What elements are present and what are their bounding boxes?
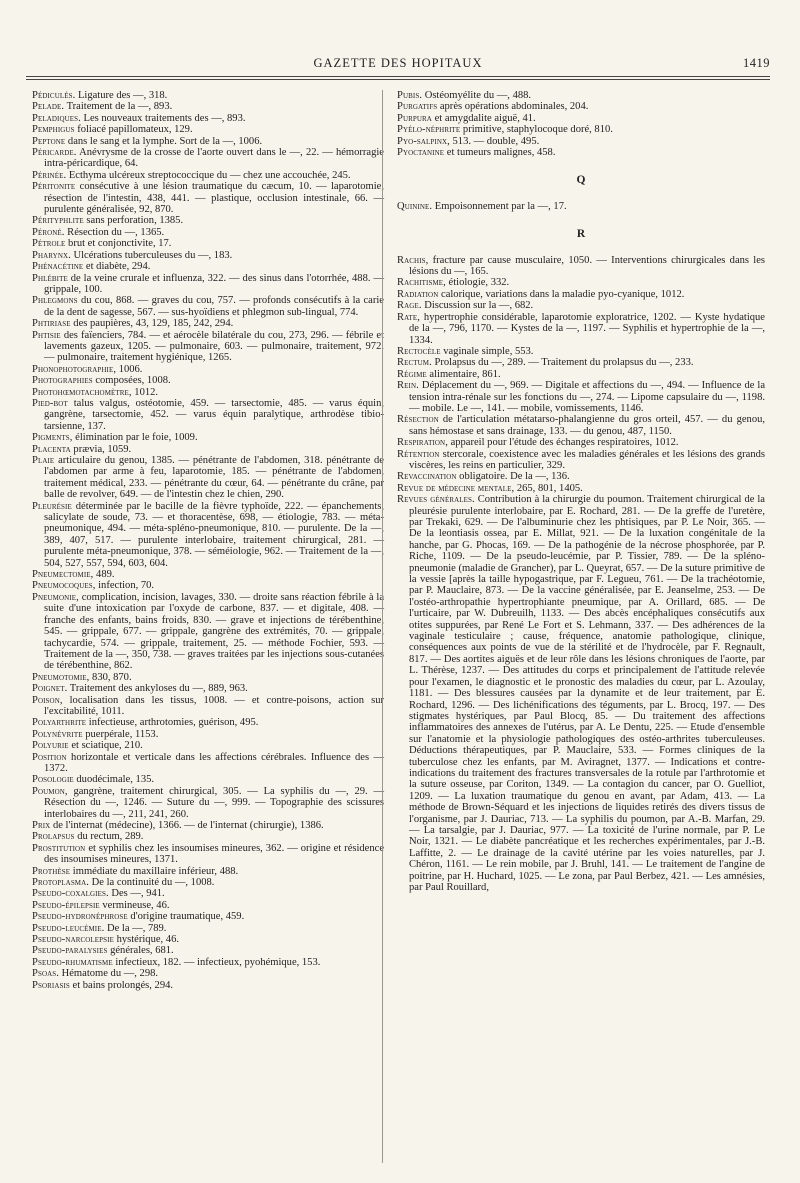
entry-heading: Pleurésie <box>32 500 72 512</box>
entry-heading: Pyoctanine <box>397 147 445 159</box>
entry-heading: Psoriasis <box>32 979 70 991</box>
index-entry <box>32 387 384 398</box>
entry-heading: Pseudo-épilepsie <box>32 899 100 911</box>
index-entry <box>32 877 384 888</box>
entry-heading: Position <box>32 751 67 763</box>
index-entry <box>397 449 765 472</box>
entry-text: complication, incision, lavages, 330. — droite sans réaction fébrile à la suite d'une intoxication par l'oxyde de carbone, 837. — et digitale, 408. — franche des enfants, bains froids, 830. — grave et injections de térébenthine, 545. — grippale, 677. — grippale, gangrène des extrémités, 70. — grippale, tachycardie, 574. — grippale, traitement, 25. — méthode Fochier, 593. — Traitement de la —, 350, 738. — graves traitées par les injections sous-cutanées de térébenthine, 862. <box>44 591 384 672</box>
entry-heading: Polyurie <box>32 740 69 752</box>
entry-heading: Péroné. <box>32 226 65 238</box>
entry-heading: Polynévrite <box>32 728 83 740</box>
index-entry <box>32 843 384 866</box>
entry-text: obligatoire. De la —, 136. <box>456 471 570 483</box>
entry-text: puerpérale, 1153. <box>82 728 159 740</box>
entry-heading: Phlébite <box>32 272 68 284</box>
entry-heading: Prolapsus <box>32 831 75 843</box>
entry-heading: Polyarthrite <box>32 717 87 729</box>
entry-text: du cou, 868. — graves du cou, 757. — profonds consécutifs à la carie de la dent de sagesse, 567. — sus-hyoïdiens et phlegmon sub-lingual, 774. <box>44 295 384 318</box>
entry-heading: Pseudo-paralysies <box>32 945 108 957</box>
entry-heading: Protoplasma. <box>32 877 90 889</box>
index-entry <box>32 238 384 249</box>
index-entry <box>397 357 765 368</box>
entry-text: Les nouveaux traitements des —, 893. <box>80 112 246 124</box>
entry-text: 513. — double, 495. <box>449 135 540 147</box>
entry-heading: Rétention <box>397 448 440 460</box>
index-entry <box>397 289 765 300</box>
index-entry <box>32 774 384 785</box>
entry-heading: Revue de médecine mentale, <box>397 482 515 494</box>
entry-text: vermineuse, 46. <box>99 899 170 911</box>
entry-text: Traitement des ankyloses du —, 889, 963. <box>67 683 248 695</box>
entry-text: Prolapsus du —, 289. — Traitement du prolapsus du —, 233. <box>431 357 694 369</box>
index-entry <box>32 831 384 842</box>
entry-heading: Plaie <box>32 455 55 466</box>
entry-text: d'origine traumatique, 459. <box>127 911 245 923</box>
index-entry <box>397 136 765 147</box>
entry-heading: Placenta <box>32 443 71 455</box>
index-entry <box>32 934 384 945</box>
entry-heading: Respiration, <box>397 437 448 449</box>
entry-text: de la veine crurale et influenza, 322. — des sinus dans l'otorrhée, 488. — grippale, 100. <box>44 272 384 295</box>
entry-text: 1012. <box>131 386 159 398</box>
index-entry <box>32 273 384 296</box>
index-entry <box>397 414 765 437</box>
entry-text: Traitement de la —, 893. <box>64 101 173 113</box>
index-entry <box>397 437 765 448</box>
entry-text: sans perforation, 1385. <box>83 215 184 227</box>
index-entry <box>32 295 384 318</box>
entry-heading: Pubis. <box>397 90 423 101</box>
entry-text: alimentaire, 861. <box>426 368 501 380</box>
entry-heading: Rachis, <box>397 254 429 266</box>
entry-heading: Phtiriase <box>32 318 71 330</box>
entry-heading: Régime <box>397 368 427 380</box>
entry-text: Empoisonnement par la —, 17. <box>432 200 567 212</box>
entry-heading: Poison, <box>32 694 63 706</box>
entry-text: et sciatique, 210. <box>68 740 143 752</box>
entry-heading: Prothèse <box>32 865 71 877</box>
index-entry <box>397 277 765 288</box>
entry-heading: Pseudo-rhumatisme <box>32 956 113 968</box>
entry-text: des paupières, 43, 129, 185, 242, 294. <box>70 318 234 330</box>
entry-heading: Pied-bot <box>32 397 68 409</box>
right-column <box>397 90 765 893</box>
index-entry <box>397 494 765 893</box>
entry-heading: Pemphigus <box>32 124 75 136</box>
index-entry <box>32 752 384 775</box>
entry-text: localisation dans les tissus, 1008. — et contre-poisons, action sur l'excitabilité, 1011. <box>44 694 384 717</box>
index-entry <box>32 866 384 877</box>
entry-heading: Pharynx. <box>32 249 71 261</box>
section-p-entries <box>397 90 765 158</box>
entry-text: immédiate du maxillaire inférieur, 488. <box>70 865 239 877</box>
entry-text: 265, 801, 1405. <box>514 482 583 494</box>
index-entry <box>32 364 384 375</box>
index-entry <box>397 346 765 357</box>
index-entry <box>32 683 384 694</box>
index-entry <box>32 569 384 580</box>
header-rule-double <box>26 79 770 80</box>
section-r-entries <box>397 255 765 894</box>
entry-heading: Pseudo-hydronéphrose <box>32 911 128 923</box>
entry-text: 489. <box>93 569 115 581</box>
entry-heading: Prostitution <box>32 842 86 854</box>
index-entry <box>32 444 384 455</box>
entry-text: et tumeurs malignes, 458. <box>444 147 556 159</box>
entry-heading: Pétrole <box>32 238 66 250</box>
index-entry <box>397 147 765 158</box>
entry-heading: Revues générales. <box>397 494 475 506</box>
entry-heading: Posologie <box>32 774 74 786</box>
index-entry <box>32 980 384 991</box>
index-entry <box>397 201 765 212</box>
index-entry <box>32 227 384 238</box>
entry-text: et diabète, 294. <box>83 261 151 273</box>
entry-text: de l'articulation métatarso-phalangienne du gros orteil, 457. — du genou, sans hémostase et sans drainage, 133. — du genou, 487, 1150. <box>409 414 765 437</box>
entry-heading: Prix <box>32 820 51 831</box>
entry-text: infection, 70. <box>95 580 155 592</box>
entry-heading: Revaccination <box>397 471 457 483</box>
index-entry <box>32 911 384 922</box>
section-letter-q: Q <box>576 174 586 187</box>
index-entry <box>32 717 384 728</box>
entry-text: horizontale et verticale dans les affections cérébrales. Influence des — 1372. <box>44 751 384 774</box>
entry-heading: Purgatifs <box>397 101 438 113</box>
entry-heading: Pneumocoques, <box>32 580 96 592</box>
index-entry <box>397 483 765 494</box>
entry-heading: Rectocèle <box>397 345 441 357</box>
entry-text: consécutive à une lésion traumatique du cæcum, 10. — laparotomie, résection de l'intestin, 438, 441. — plastique, occlusion intestinale, 66. — purulente généralisée, 92, 870. <box>44 181 384 216</box>
entry-heading: Pneumectomie, <box>32 569 94 581</box>
entry-text: stercorale, coexistence avec les maladies générales et les lésions des grands viscères, les reins en particulier, 329. <box>409 448 765 471</box>
entry-heading: Phlegmons <box>32 295 78 307</box>
entry-heading: Photographies <box>32 375 93 387</box>
entry-heading: Purpura <box>397 112 432 124</box>
entry-heading: Pédiculés. <box>32 90 76 101</box>
index-entry <box>397 300 765 311</box>
entry-heading: Péricarde. <box>32 147 77 159</box>
entry-heading: Pelade. <box>32 101 65 113</box>
entry-text: De la —, 789. <box>104 922 167 934</box>
index-entry <box>32 592 384 672</box>
index-entry <box>32 90 384 101</box>
index-entry <box>32 695 384 718</box>
entry-heading: Pyo-salpinx, <box>397 135 450 147</box>
entry-heading: Phonophotographie, <box>32 363 117 375</box>
index-entry <box>32 375 384 386</box>
entry-heading: Pneumonie, <box>32 591 79 603</box>
index-entry <box>32 729 384 740</box>
page-number: 1419 <box>743 56 770 70</box>
entry-text: Anévrysme de la crosse de l'aorte ouvert dans le —, 22. — hémorragie intra-péricardique, 64. <box>44 147 384 170</box>
index-entry <box>397 90 765 101</box>
entry-text: calorique, variations dans la maladie pyo-cyanique, 1012. <box>438 288 685 300</box>
index-entry <box>32 398 384 432</box>
index-entry <box>32 113 384 124</box>
entry-text: Résection du —, 1365. <box>64 226 165 238</box>
entry-heading: Pseudo-coxalgies. <box>32 888 109 900</box>
index-entry <box>32 250 384 261</box>
index-entry <box>32 888 384 899</box>
entry-text: composées, 1008. <box>92 375 171 387</box>
index-entry <box>32 957 384 968</box>
entry-text: Ecthyma ulcéreux streptococcique du — chez une accouchée, 245. <box>66 169 351 181</box>
index-entry <box>32 580 384 591</box>
index-entry <box>32 740 384 751</box>
index-entry <box>397 471 765 482</box>
index-entry <box>32 215 384 226</box>
entry-heading: Résection <box>397 414 439 426</box>
index-entry <box>397 255 765 278</box>
entry-text: hypertrophie considérable, laparotomie exploratrice, 1202. — Kyste hydatique de la —, 796, 1170. — Kystes de la —, 1197. — Syphilis et hypertrophie de la —, 1334. <box>409 311 765 346</box>
entry-heading: Peptone <box>32 135 66 147</box>
entry-text: des faïenciers, 784. — et aérocèle bilatérale du cou, 273, 296. — fébrile et lavements gazeux, 1205. — pulmonaire, 603. — pulmonaire, traitement, 972. — pulmonaire, traitement hygiénique, 1265. <box>44 329 384 364</box>
entry-heading: Poignet. <box>32 683 68 695</box>
section-letter-r: R <box>576 228 586 241</box>
entry-text: talus valgus, ostéotomie, 459. — tarsectomie, 485. — varus équin, gangrène, tarsectomie, 452. — varus équin paralytique, arthrodèse tibio-tarsienne, 137. <box>44 397 384 432</box>
entry-text: prævia, 1059. <box>70 443 132 455</box>
entry-text: Ligature des —, 318. <box>75 90 168 101</box>
entry-text: étiologie, 332. <box>445 277 510 289</box>
entry-text: et amygdalite aiguë, 41. <box>431 112 536 124</box>
index-entry <box>32 672 384 683</box>
index-entry <box>32 900 384 911</box>
index-entry <box>32 455 384 501</box>
entry-heading: Pyélo-néphrite <box>397 124 461 136</box>
index-entry <box>32 330 384 364</box>
index-entry <box>32 124 384 135</box>
entry-heading: Pseudo-narcolepsie <box>32 934 114 946</box>
entry-text: infectieuse, arthrotomies, guérison, 495. <box>86 717 259 729</box>
left-column <box>32 90 384 991</box>
entry-text: 1006. <box>116 363 143 375</box>
entry-text: dans le sang et la lymphe. Sort de la —, 1006. <box>65 135 263 147</box>
entry-text: après opérations abdominales, 204. <box>437 101 589 113</box>
entry-heading: Phénacétine <box>32 261 84 273</box>
index-entry <box>32 170 384 181</box>
entry-heading: Rein. <box>397 380 419 392</box>
entry-text: déterminée par le bacille de la fièvre typhoïde, 222. — épanchements, salicylate de soude, 73. — et thoracentèse, 698, — étiologie, 783. — méta-pneumonique, 494. — méta-spléno-pneumonique, 810. — purulente. De la —, 389, 407, 517. — purulente interlobaire, traitement chirurgical, 281. — purulente méta-pneumonique, 378. — séméiologie, 962. — Traitement de la —, 504, 527, 557, 594, 603, 604. <box>44 500 384 569</box>
entry-heading: Rachitisme, <box>397 277 446 289</box>
entry-text: Hématome du —, 298. <box>59 968 159 980</box>
index-entry <box>32 501 384 569</box>
index-entry <box>32 101 384 112</box>
index-entry <box>32 136 384 147</box>
index-entry <box>397 113 765 124</box>
entry-heading: Quinine. <box>397 200 433 212</box>
index-entry <box>32 945 384 956</box>
entry-text: foliacé papillomateux, 129. <box>74 124 193 136</box>
entry-heading: Pseudo-leucémie. <box>32 922 105 934</box>
entry-text: articulaire du genou, 1385. — pénétrante de l'abdomen, 318. pénétrante de l'abdomen par arme à feu, laparotomie, 185. — pénétrante de l'abdomen, traitement médical, 233. — pénétrante du cœur, 64. — pénétrante du crâne, par balle de revolver, 649. — de l'intestin chez le chien, 290. <box>44 455 384 501</box>
entry-text: et bains prolongés, 294. <box>69 979 174 991</box>
entry-text: Ulcérations tuberculeuses du —, 183. <box>70 249 233 261</box>
index-entry <box>32 147 384 170</box>
entry-heading: Périnée. <box>32 169 67 181</box>
entry-heading: Pigments, <box>32 432 73 444</box>
entry-heading: Phtisie <box>32 329 61 341</box>
entry-text: de l'internat (médecine), 1366. — de l'internat (chirurgie), 1386. <box>50 820 324 831</box>
index-entry <box>32 923 384 934</box>
entry-heading: Pneumotomie, <box>32 671 90 683</box>
index-entry <box>32 820 384 831</box>
entry-text: primitive, staphylocoque doré, 810. <box>460 124 613 136</box>
section-q-entries <box>397 201 765 212</box>
entry-text: Discussion sur la —, 682. <box>421 300 534 312</box>
entry-heading: Péritonite <box>32 181 76 193</box>
entry-heading: Radiation <box>397 288 439 300</box>
entry-text: 830, 870. <box>89 671 132 683</box>
entry-text: gangrène, traitement chirurgical, 305. — La syphilis du —, 29. — Résection du —, 1246. — Suture du —, 999. — Topographie des scissures interlobaires du —, 211, 241, 260. <box>44 785 384 820</box>
entry-text: brut et conjonctivite, 17. <box>65 238 172 250</box>
entry-text: générales, 681. <box>107 945 174 957</box>
entry-heading: Rectum. <box>397 357 432 369</box>
entry-text: élimination par le foie, 1009. <box>72 432 198 444</box>
index-entry <box>397 380 765 414</box>
entry-text: vaginale simple, 553. <box>440 345 534 357</box>
entry-text: Contribution à la chirurgie du poumon. Traitement chirurgical de la pleurésie purulente interlobaire, par E. Rochard, 281. — De la greffe de l'uretère, par Trekaki, 629. — De l'albuminurie chez les phtisiques, par P. Le Noir, 365. — De la leontiasis ossea, par E. Millat, 921. — De la luxation congénitale de la hanche, par G. Phocas, 169. — De la pathogénie de la nécrose phosphorée, par P. Riche, 1109. — De la pseudo-leucémie, par P. Tissier, 789. — De la spléno-pneumonie (maladie de Grancher), par L. Queyrat, 657. — De la suture primitive de la vessie [après la taille hypogastrique, par F. Legueu, 761. — De la trachéotomie, par P. Mauclaire, 873. — De la vaccine généralisée, par E. Jeanselme, 253. — De l'ostéo-arthropathie hypertrophiante pneumique, par A. Orillard, 685. — De l'urticaire, par W. Dubreuilh, 1133. — Des abcès encéphaliques consécutifs aux otites suppurées, par René Le Fort et S. Lehmann, 337. — Des adhérences de la vaginale testiculaire ; cause, fréquence, anatomie pathologique, clinique, conséquences aux points de vue de la stérilité et de l'hydrocèle, par F. Regnault, 817. — Des aortites aiguës et de leur rôle dans les lésions chroniques de l'aorte, par L. Thérèse, 1237. — Des attitudes du corps et principalement de l'attitude relevée pour l'examen, le diagnostic et le pronostic des maladies du cœur, par L. Azoulay, 1181. — Des blessures causées par la dynamite et de leur traitement, par E. Rochard, 1296. — Des lichénifications des téguments, par L. Brocq, 197. — Des stigmates hystériques, par Paul Blocq, 85. — Du traitement des affections inflammatoires des annexes de l'utérus, par A. Le Dentu, 225. — Etude d'ensemble sur l'anatomie et la physiologie pathologiques des ostéo-arthrites tuberculeuses. Déductions thérapeutiques, par P. Mauclaire, 533. — Formes cliniques de la tuberculose chez les enfants, par M. Aviragnet, 1377. — Indications et contre-indications du traitement des fractures transversales de la rotule par l'arthrotomie et la suture osseuse, par Coriton, 1349. — La contagion du cancer, par O. Guelliot, 1209. — La luxation traumatique du genou en avant, par Adam, 413. — La méthode de Brown-Séquard et les injections de liquides retirés des divers tissus de l'organisme, par J. Dauriac, 713. — La syphilis du poumon, par A.-B. Marfan, 29. — La tarsalgie, par J. Dauriac, 977. — La toxicité de l'urine normale, par P. Le Noir, 1321. — Le diabète pancréatique et les recherches expérimentales, par J.-B. Laffitte, 2. — Le drainage de la cavité utérine par les voies naturelles, par J. Chéron, 1161. — Le rein mobile, par J. Bruhl, 141. — Le traitement de l'angine de poitrine, par H. Huchard, 1025. — Le zona, par Paul Berbez, 421. — Les amnésies, par Paul Rouillard, <box>409 494 765 893</box>
entry-heading: Poumon, <box>32 785 68 797</box>
entry-text: fracture par cause musculaire, 1050. — Interventions chirurgicales dans les lésions du —, 165. <box>409 254 765 278</box>
entry-text: appareil pour l'étude des échanges respiratoires, 1012. <box>447 437 679 449</box>
column-divider <box>382 90 383 1163</box>
index-entry <box>32 181 384 215</box>
index-entry <box>397 101 765 112</box>
entry-heading: Photohœmotachomètre, <box>32 386 132 398</box>
entry-heading: Rage. <box>397 300 422 312</box>
entry-text: duodécimale, 135. <box>73 774 155 786</box>
entry-text: Déplacement du —, 969. — Digitale et affections du —, 494. — Influence de la tension intra-rénale sur les fonctions du —, 274. — Lipome capsulaire du —, 1198. — mobile. Le —, 141. — mobile, vomissements, 1146. <box>409 380 765 414</box>
index-entry <box>32 261 384 272</box>
index-entry <box>397 369 765 380</box>
entry-text: De la continuité du —, 1008. <box>89 877 215 889</box>
index-entry <box>397 124 765 135</box>
entry-heading: Rate, <box>397 311 421 323</box>
header-rule <box>26 76 770 77</box>
index-entry <box>32 432 384 443</box>
index-entry <box>32 786 384 820</box>
journal-title: GAZETTE DES HOPITAUX <box>313 56 483 70</box>
entry-text: et syphilis chez les insoumises mineures, 362. — origine et résidence des insoumises mineures, 1371. <box>44 842 384 866</box>
entry-heading: Pérityphlite <box>32 215 84 227</box>
entry-text: du rectum, 289. <box>74 831 144 843</box>
entry-heading: Peladiques. <box>32 112 81 124</box>
index-entry <box>397 312 765 346</box>
running-header <box>26 50 770 76</box>
entry-text: infectieux, 182. — infectieux, pyohémique, 153. <box>112 956 321 968</box>
entry-heading: Psoas. <box>32 968 59 980</box>
index-entry <box>32 318 384 329</box>
entry-text: Ostéomyélite du —, 488. <box>422 90 532 101</box>
index-entry <box>32 968 384 979</box>
entry-text: Des —, 941. <box>108 888 165 900</box>
entry-text: hystérique, 46. <box>113 934 179 946</box>
